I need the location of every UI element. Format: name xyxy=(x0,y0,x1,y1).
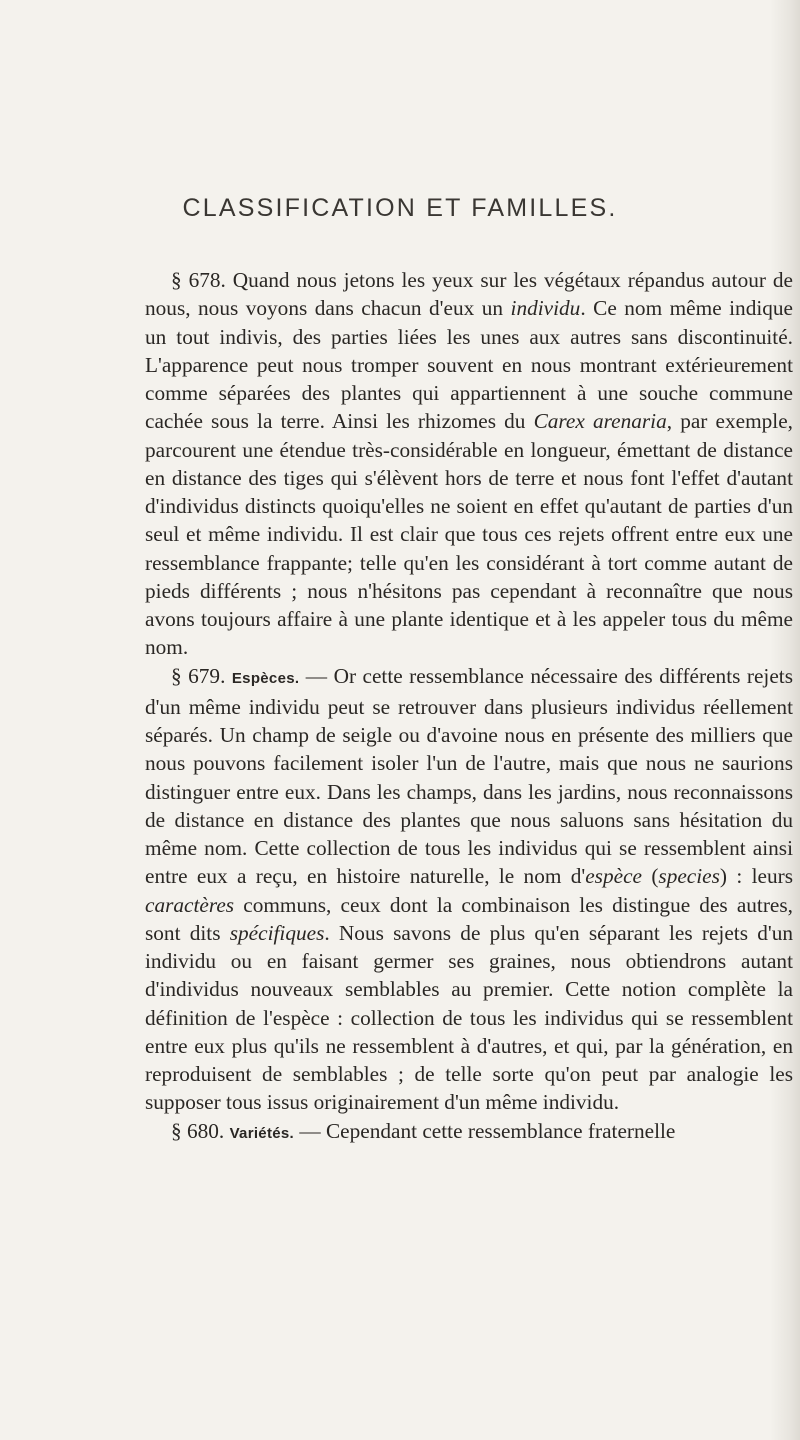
paragraph-text: ( xyxy=(641,864,659,889)
section-heading: Espèces. xyxy=(231,669,300,687)
section-number: § 678. xyxy=(171,268,226,292)
paragraph-text: — Cependant cette ressemblance fraternelle xyxy=(294,1118,676,1143)
paragraph-680 xyxy=(145,1117,793,1148)
paragraph-text: communs, ceux dont la combinaison les distingue des autres, sont dits xyxy=(145,892,793,945)
italic-term: species xyxy=(658,864,720,889)
paragraph-679 xyxy=(145,662,793,1117)
section-number: § 679. xyxy=(171,663,226,688)
paragraph-text: . Ce nom même indique un tout indivis, des parties liées les unes aux autres sans discontinuité. L'apparence peut nous tromper souvent en nous montrant extérieurement comme séparées des plantes qui appartiennent à une souche commune cachée sous la terre. Ainsi les rhizomes du xyxy=(145,296,794,434)
body-text xyxy=(145,266,793,1148)
italic-term: Carex arenaria xyxy=(533,409,667,434)
running-head: CLASSIFICATION ET FAMILLES. xyxy=(182,194,618,222)
italic-term: individu xyxy=(510,296,581,321)
italic-term: spécifiques xyxy=(229,920,325,945)
section-number: § 680. xyxy=(171,1118,225,1143)
paragraph-text: , par exemple, parcourent une étendue très-considérable en longueur, émettant de distance en distance des tiges qui s'élèvent hors de terre et nous font l'effet d'autant d'individus distincts quoiqu'elles ne soient en effet qu'autant de parties d'un seul et même individu. Il est clair que tous ces rejets offrent entre eux une ressemblance frappante; telle qu'en les considérant à tort comme autant de pieds différents ; nous n'hésitons pas cependant à reconnaître que nous avons toujours affaire à une plante identique et à les appeler tous du même nom. xyxy=(145,409,793,660)
section-heading: Variétés. xyxy=(229,1124,294,1142)
paragraph-text: Quand nous jetons les yeux sur les végétaux répandus autour de nous, nous voyons dans chacun d'eux un xyxy=(145,268,793,321)
paragraph-text: ) : leurs xyxy=(719,864,793,889)
italic-term: espèce xyxy=(585,864,642,889)
paragraph-text: — Or cette ressemblance nécessaire des différents rejets d'un même individu peut se retrouver dans plusieurs individus réellement séparés. Un champ de seigle ou d'avoine nous en présente des milliers que nous pouvons facilement isoler l'un de l'autre, mais que nous ne saurions distinguer entre eux. Dans les champs, dans les jardins, nous reconnaissons de distance en distance des plantes que nous saluons sans hésitation du même nom. Cette collection de tous les individus qui se ressemblent ainsi entre eux a reçu, en histoire naturelle, le nom d' xyxy=(145,663,793,889)
paragraph-678 xyxy=(145,266,793,662)
italic-term: caractères xyxy=(145,892,235,917)
paragraph-text: . Nous savons de plus qu'en séparant les rejets d'un individu ou en faisant germer ses graines, nous obtiendrons autant d'individus nouveaux semblables au premier. Cette notion complète la définition de l'espèce : collection de tous les individus qui se ressemblent entre eux plus qu'ils ne ressemblent à d'autres, et qui, par la génération, en reproduisent de semblables ; de telle sorte qu'on peut par analogie les supposer tous issus originairement d'un même individu. xyxy=(145,920,794,1115)
